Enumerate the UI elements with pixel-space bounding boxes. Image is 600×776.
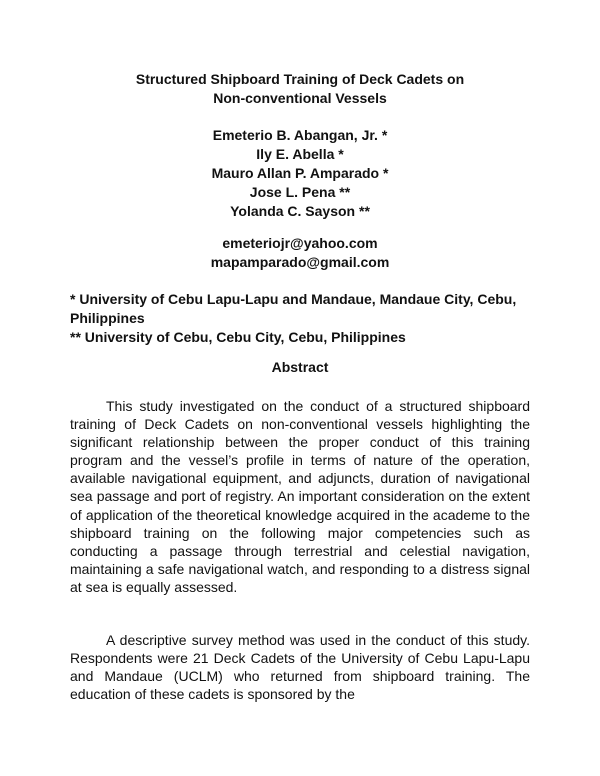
title-line-2: Non-conventional Vessels xyxy=(213,90,387,106)
author-name: Ily E. Abella * xyxy=(256,146,344,162)
title-line-1: Structured Shipboard Training of Deck Cadets on xyxy=(135,71,465,87)
body-paragraph: A descriptive survey method was used in the conduct of this study. Respondents were 21 Deck Cadets of the University of Cebu Lapu-Lapu and Mandaue (UCLM) who returned from shipboard training. The education of these cadets is sponsored by the xyxy=(70,632,530,703)
affiliation-list xyxy=(70,290,540,347)
abstract-paragraph: This study investigated on the conduct of a structured shipboard training of Deck Cadets on non-conventional vessels highlighting the significant relationship between the proper conduct of this training program and the vessel’s profile in terms of nature of the operation, available navigational equipment, and adjuncts, duration of navigational sea passage and port of registry. An important consideration on the extent of application of the theoretical knowledge acquired in the academe to the shipboard training on the following major competencies such as conducting a passage through terrestrial and celestial navigation, maintaining a safe navigational watch, and responding to a distress signal at sea is equally assessed. xyxy=(70,398,530,595)
affiliation: ** University of Cebu, Cebu City, Cebu, Philippines xyxy=(70,329,406,345)
author-name: Mauro Allan P. Amparado * xyxy=(211,165,389,181)
author-list xyxy=(0,126,600,221)
email-list xyxy=(0,234,600,272)
author-name: Emeterio B. Abangan, Jr. * xyxy=(212,127,388,143)
paper-title xyxy=(0,70,600,108)
abstract-heading: Abstract xyxy=(271,359,329,375)
author-name: Jose L. Pena ** xyxy=(249,184,351,200)
author-email: emeteriojr@yahoo.com xyxy=(222,235,378,251)
author-email: mapamparado@gmail.com xyxy=(210,254,390,270)
author-name: Yolanda C. Sayson ** xyxy=(230,203,370,219)
affiliation: * University of Cebu Lapu-Lapu and Mandaue, Mandaue City, Cebu, Philippines xyxy=(70,291,517,326)
